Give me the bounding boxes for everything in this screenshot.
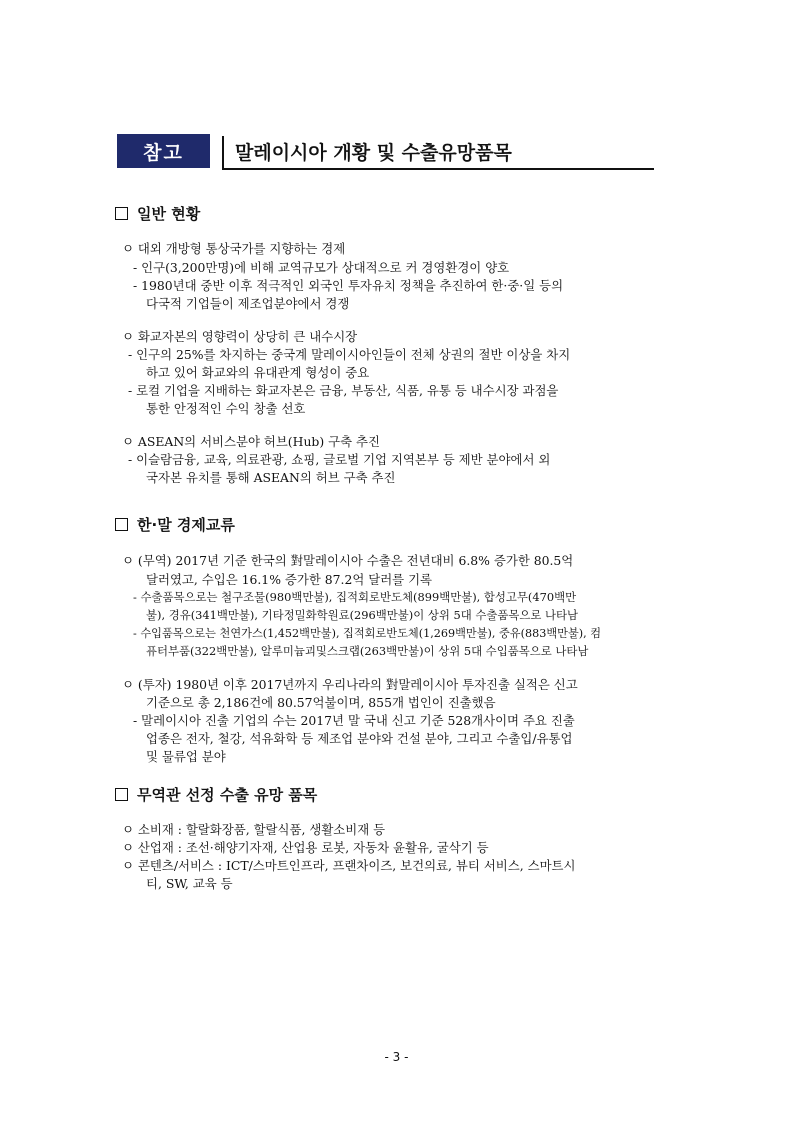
bullet-item: ㅇ 콘텐츠/서비스 : ICT/스마트인프라, 프랜차이즈, 보건의료, 뷰티 서비스, 스마트시 — [122, 858, 576, 873]
bullet-item: ㅇ 화교자본의 영향력이 상당히 큰 내수시장 — [122, 329, 358, 344]
sub-item-cont: 다국적 기업들이 제조업분야에서 경쟁 — [146, 296, 350, 311]
page-title: 말레이시아 개황 및 수출유망품목 — [235, 142, 512, 164]
checkbox-square-icon — [115, 518, 128, 531]
title-badge: 참고 — [117, 134, 210, 168]
page-number: - 3 - — [384, 1050, 409, 1064]
bullet-item: ㅇ ASEAN의 서비스분야 허브(Hub) 구축 추진 — [122, 434, 380, 449]
bullet-item: ㅇ 산업재 : 조선·해양기자재, 산업용 로봇, 자동차 윤활유, 굴삭기 등 — [122, 840, 489, 855]
title-row — [117, 134, 654, 170]
bullet-item-cont: 달러였고, 수입은 16.1% 증가한 87.2억 달러를 기록 — [146, 572, 433, 587]
title-divider — [222, 136, 224, 169]
checkbox-square-icon — [115, 207, 128, 220]
sub-item-cont: 퓨터부품(322백만불), 알루미늄괴및스크랩(263백만불)이 상위 5대 수입품목으로 나타남 — [146, 644, 589, 658]
sub-item: - 인구의 25%를 차지하는 중국계 말레이시아인들이 전체 상권의 절반 이상을 차지 — [128, 347, 571, 362]
sub-item: - 이슬람금융, 교육, 의료관광, 쇼핑, 글로벌 기업 지역본부 등 제반 분야에서 외 — [128, 452, 551, 467]
sub-item: - 1980년대 중반 이후 적극적인 외국인 투자유치 정책을 추진하여 한·중·일 등의 — [133, 278, 564, 293]
sub-item-cont: 통한 안정적인 수익 창출 선호 — [146, 401, 306, 416]
sub-item: - 인구(3,200만명)에 비해 교역규모가 상대적으로 커 경영환경이 양호 — [133, 260, 510, 275]
sub-item: - 수입품목으로는 천연가스(1,452백만불), 집적회로반도체(1,269백만불), 중유(883백만불), 컴 — [133, 627, 602, 640]
bullet-item: ㅇ (무역) 2017년 기준 한국의 對말레이시아 수출은 전년대비 6.8% 증가한 80.5억 — [122, 553, 574, 568]
section-heading-general — [115, 203, 200, 224]
section-heading-text: 한·말 경제교류 — [137, 516, 235, 534]
sub-item: - 로컬 기업을 지배하는 화교자본은 금융, 부동산, 식품, 유통 등 내수시장 과점을 — [128, 383, 559, 398]
sub-item-cont: 하고 있어 화교와의 유대관계 형성이 중요 — [146, 365, 370, 380]
title-underline — [222, 168, 654, 170]
bullet-item-cont: 티, SW, 교육 등 — [146, 876, 233, 891]
sub-item: - 말레이시아 진출 기업의 수는 2017년 말 국내 신고 기준 528개사이며 주요 진출 — [133, 713, 575, 728]
section-heading-text: 일반 현황 — [137, 205, 201, 223]
sub-item-cont: 국자본 유치를 통해 ASEAN의 허브 구축 추진 — [146, 470, 396, 485]
section-heading-exchange — [115, 514, 235, 535]
section-heading-text: 무역관 선정 수출 유망 품목 — [137, 786, 318, 804]
bullet-item-cont: 기준으로 총 2,186건에 80.57억불이며, 855개 법인이 진출했음 — [146, 695, 496, 710]
sub-item: - 수출품목으로는 철구조물(980백만불), 집적회로반도체(899백만불), 합성고무(470백만 — [133, 590, 577, 604]
sub-item-cont: 업종은 전자, 철강, 석유화학 등 제조업 분야와 건설 분야, 그리고 수출입/유통업 — [146, 731, 573, 746]
checkbox-square-icon — [115, 788, 128, 801]
bullet-item: ㅇ 대외 개방형 통상국가를 지향하는 경제 — [122, 241, 346, 256]
sub-item-cont: 및 물류업 분야 — [146, 749, 226, 764]
bullet-item: ㅇ (투자) 1980년 이후 2017년까지 우리나라의 對말레이시아 투자진출 실적은 신고 — [122, 677, 578, 692]
sub-item-cont: 불), 경유(341백만불), 기타정밀화학원료(296백만불)이 상위 5대 수출품목으로 나타남 — [146, 608, 579, 622]
section-heading-products — [115, 784, 317, 805]
bullet-item: ㅇ 소비재 : 할랄화장품, 할랄식품, 생활소비재 등 — [122, 822, 386, 837]
